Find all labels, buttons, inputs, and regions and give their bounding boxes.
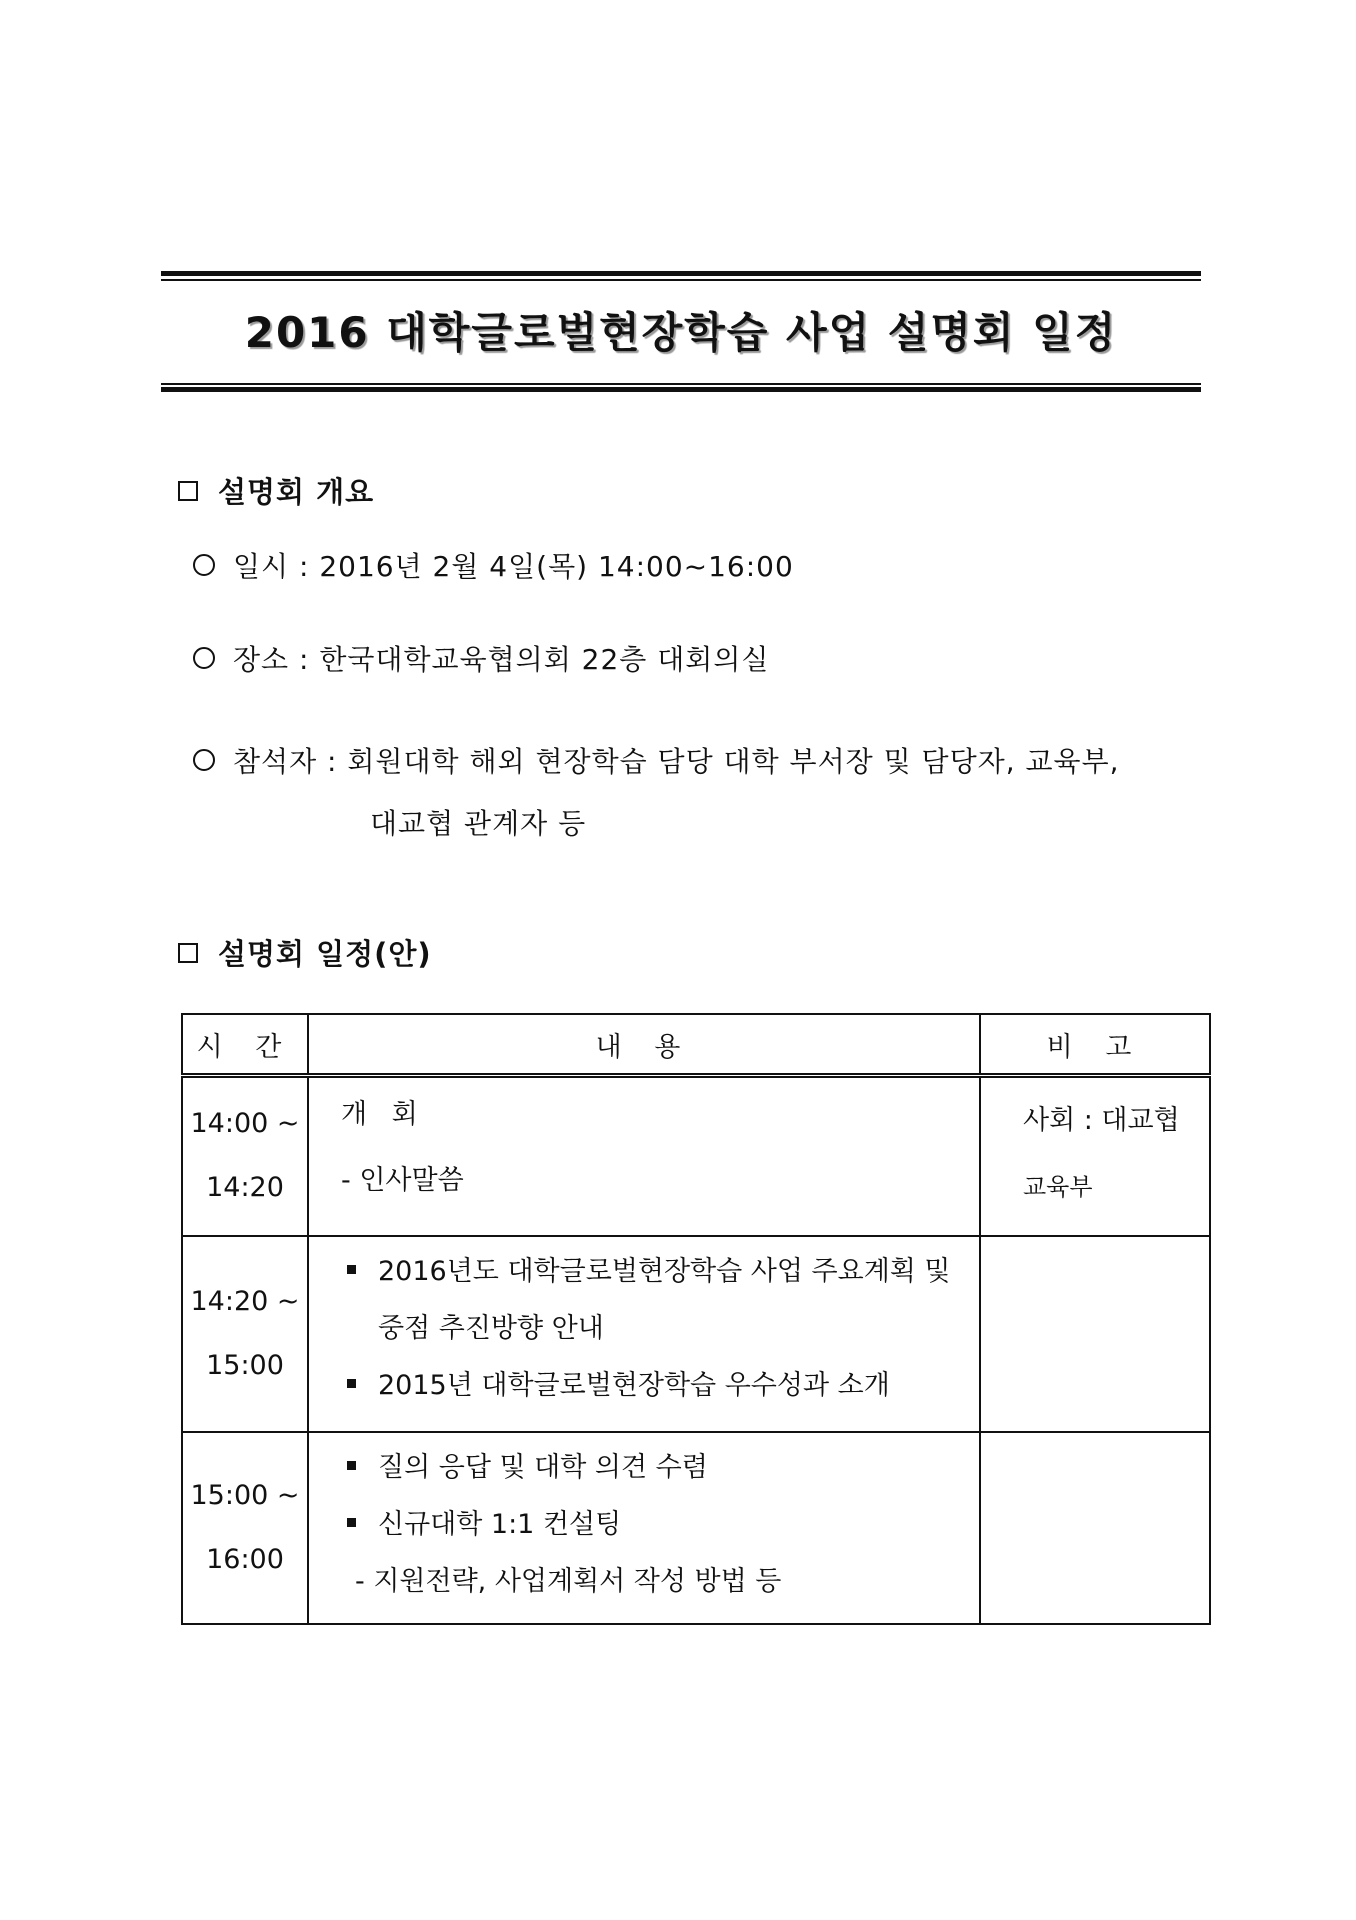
content-line	[347, 1357, 979, 1414]
schedule-heading	[178, 932, 432, 973]
overview-heading-label: 설명회 개요	[218, 475, 375, 509]
content-text: 신규대학 1:1 컨설팅	[378, 1508, 622, 1540]
table-row	[182, 1236, 1210, 1432]
content-line: - 지원전략, 사업계획서 작성 방법 등	[355, 1565, 782, 1597]
time-start: 14:00 ~	[190, 1108, 300, 1140]
page-title: 2016 대학글로벌현장학습 사업 설명회 일정	[244, 308, 1118, 357]
content-text: 2016년도 대학글로벌현장학습 사업 주요계획 및	[378, 1255, 951, 1287]
content-line: 개 회	[341, 1099, 426, 1130]
time-start: 15:00 ~	[190, 1479, 300, 1511]
circle-bullet-icon	[193, 647, 215, 669]
time-end: 16:00	[206, 1543, 284, 1575]
square-bullet-icon	[347, 1265, 356, 1274]
table-row	[182, 1432, 1210, 1624]
note-cell	[980, 1236, 1210, 1432]
note-cell	[980, 1076, 1210, 1236]
circle-bullet-icon	[193, 554, 215, 576]
overview-item-datetime	[193, 545, 794, 585]
title-bottom-rule	[161, 383, 1201, 395]
overview-item-label: 일시 : 2016년 2월 4일(목) 14:00~16:00	[233, 550, 794, 583]
content-line: 중점 추진방향 안내	[378, 1312, 604, 1344]
content-line	[347, 1243, 979, 1300]
time-cell	[182, 1236, 308, 1432]
column-header-time: 시 간	[182, 1014, 308, 1076]
time-cell	[182, 1076, 308, 1236]
content-cell	[308, 1236, 980, 1432]
square-bullet-icon	[347, 1518, 356, 1527]
overview-item-label: 참석자 : 회원대학 해외 현장학습 담당 대학 부서장 및 담당자, 교육부,	[233, 745, 1120, 778]
square-bullet-icon	[347, 1379, 356, 1388]
time-start: 14:20 ~	[190, 1285, 300, 1317]
content-line	[347, 1439, 979, 1496]
time-end: 15:00	[206, 1349, 284, 1381]
overview-item-label: 장소 : 한국대학교육협의회 22층 대회의실	[233, 643, 770, 676]
note-cell	[980, 1432, 1210, 1624]
overview-item-continuation: 대교협 관계자 등	[370, 807, 587, 840]
content-line: - 인사말씀	[341, 1165, 464, 1196]
title-top-rule	[161, 271, 1201, 283]
column-header-content: 내 용	[308, 1014, 980, 1076]
content-text: 질의 응답 및 대학 의견 수렴	[378, 1451, 708, 1483]
square-bullet-icon	[178, 943, 198, 963]
time-end: 14:20	[206, 1172, 284, 1204]
square-bullet-icon	[178, 481, 198, 501]
schedule-heading-label: 설명회 일정(안)	[218, 937, 432, 971]
note-line: 사회 : 대교협	[1023, 1105, 1180, 1136]
overview-item-attendees	[193, 740, 1120, 780]
table-row	[182, 1076, 1210, 1236]
content-text: 2015년 대학글로벌현장학습 우수성과 소개	[378, 1369, 890, 1401]
circle-bullet-icon	[193, 749, 215, 771]
schedule-table	[181, 1013, 1211, 1625]
overview-heading	[178, 470, 374, 511]
column-header-note: 비 고	[980, 1014, 1210, 1076]
title-block	[161, 271, 1201, 395]
square-bullet-icon	[347, 1461, 356, 1470]
content-line	[347, 1496, 979, 1553]
table-header-row	[182, 1014, 1210, 1076]
overview-item-location	[193, 638, 769, 678]
note-line: 교육부	[1023, 1173, 1093, 1201]
content-cell	[308, 1076, 980, 1236]
time-cell	[182, 1432, 308, 1624]
content-cell	[308, 1432, 980, 1624]
